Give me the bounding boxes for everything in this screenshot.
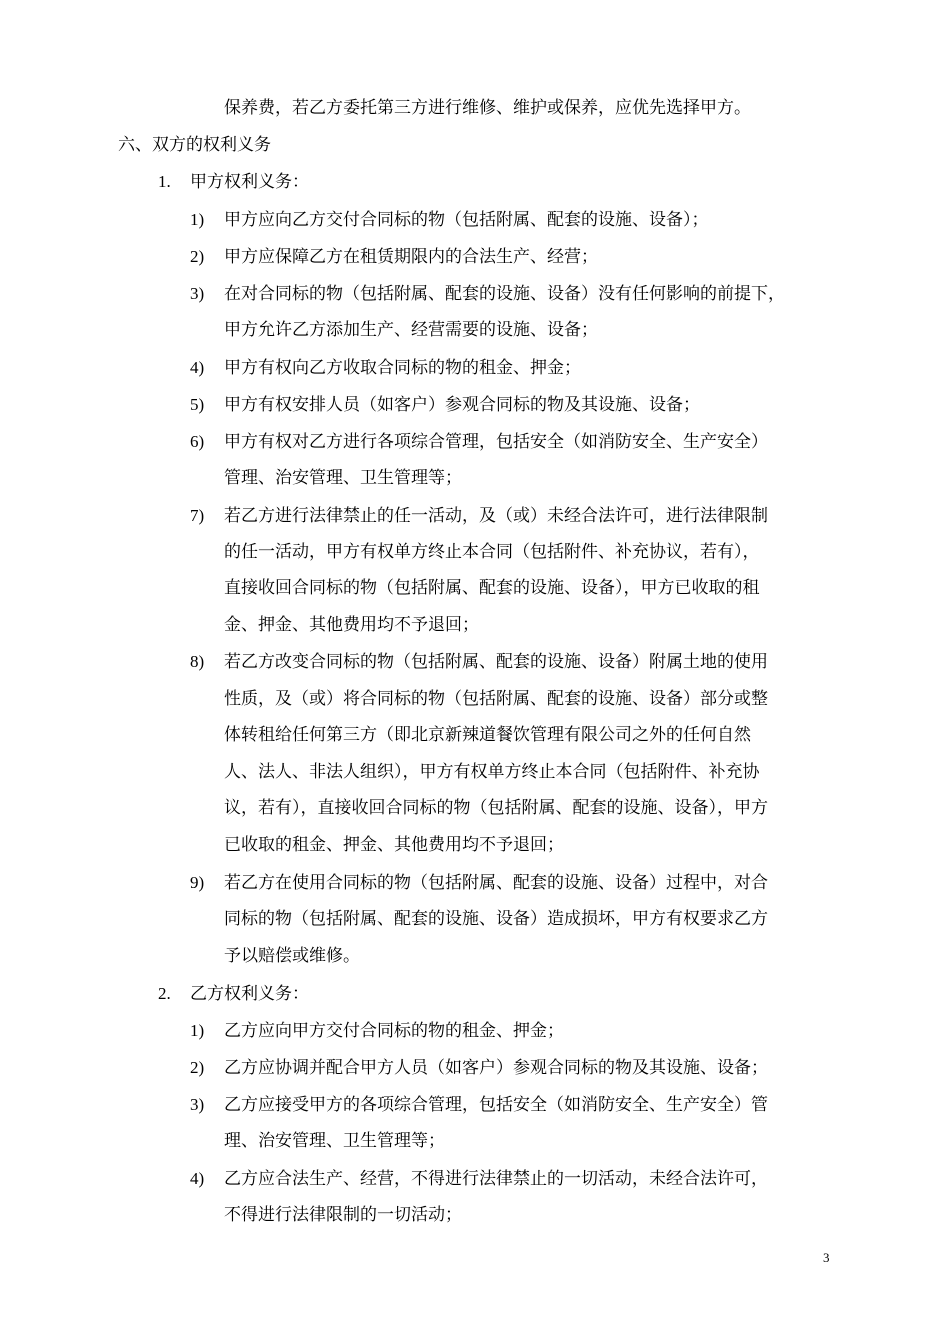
list-item-text: 管理、治安管理、卫生管理等； xyxy=(224,468,462,488)
section-heading: 六、双方的权利义务 xyxy=(118,135,271,155)
list-item-text: 已收取的租金、押金、其他费用均不予退回； xyxy=(224,835,564,855)
list-item-text: 体转租给任何第三方（即北京新辣道餐饮管理有限公司之外的任何自然 xyxy=(224,725,751,745)
list-item-text: 若乙方在使用合同标的物（包括附属、配套的设施、设备）过程中，对合 xyxy=(224,873,768,893)
list-item-text: 甲方应向乙方交付合同标的物（包括附属、配套的设施、设备）； xyxy=(224,210,709,230)
list-item-text: 甲方有权对乙方进行各项综合管理，包括安全（如消防安全、生产安全） xyxy=(224,432,768,452)
page-number: 3 xyxy=(823,1250,830,1265)
subsection-title: 乙方权利义务： xyxy=(190,984,309,1004)
list-item-number: 2) xyxy=(190,247,205,266)
list-item-text: 人、法人、非法人组织），甲方有权单方终止本合同（包括附件、补充协 xyxy=(224,762,760,782)
list-item-text: 甲方允许乙方添加生产、经营需要的设施、设备； xyxy=(224,320,598,340)
list-item-number: 1) xyxy=(190,1021,205,1040)
list-item-text: 理、治安管理、卫生管理等； xyxy=(224,1131,445,1151)
list-item-text: 不得进行法律限制的一切活动； xyxy=(224,1205,462,1225)
list-item-text: 若乙方进行法律禁止的任一活动，及（或）未经合法许可，进行法律限制 xyxy=(224,506,768,526)
list-item-number: 1) xyxy=(190,210,205,229)
subsection-number: 1. xyxy=(158,172,171,191)
list-item-text: 乙方应协调并配合甲方人员（如客户）参观合同标的物及其设施、设备； xyxy=(224,1058,768,1078)
list-item-number: 4) xyxy=(190,1169,205,1188)
list-item-text: 乙方应向甲方交付合同标的物的租金、押金； xyxy=(224,1021,564,1041)
subsection-number: 2. xyxy=(158,984,171,1003)
list-item-number: 5) xyxy=(190,395,205,414)
continuation-text: 保养费，若乙方委托第三方进行维修、维护或保养，应优先选择甲方。 xyxy=(224,98,751,118)
list-item-number: 3) xyxy=(190,284,205,303)
list-item-text: 甲方有权向乙方收取合同标的物的租金、押金； xyxy=(224,358,581,378)
subsection-title: 甲方权利义务： xyxy=(190,172,309,192)
list-item-text: 议，若有），直接收回合同标的物（包括附属、配套的设施、设备），甲方 xyxy=(224,798,768,818)
list-item-text: 乙方应合法生产、经营，不得进行法律禁止的一切活动，未经合法许可， xyxy=(224,1169,768,1189)
list-item-number: 6) xyxy=(190,432,205,451)
list-item-text: 在对合同标的物（包括附属、配套的设施、设备）没有任何影响的前提下， xyxy=(224,284,785,304)
list-item-number: 2) xyxy=(190,1058,205,1077)
list-item-number: 3) xyxy=(190,1095,205,1114)
list-item-text: 乙方应接受甲方的各项综合管理，包括安全（如消防安全、生产安全）管 xyxy=(224,1095,768,1115)
list-item-text: 的任一活动，甲方有权单方终止本合同（包括附件、补充协议，若有）， xyxy=(224,542,760,562)
list-item-text: 金、押金、其他费用均不予退回； xyxy=(224,615,479,635)
list-item-number: 8) xyxy=(190,652,205,671)
list-item-text: 甲方应保障乙方在租赁期限内的合法生产、经营； xyxy=(224,247,598,267)
list-item-text: 若乙方改变合同标的物（包括附属、配套的设施、设备）附属土地的使用 xyxy=(224,652,768,672)
list-item-text: 予以赔偿或维修。 xyxy=(224,946,360,966)
list-item-number: 9) xyxy=(190,873,205,892)
list-item-text: 同标的物（包括附属、配套的设施、设备）造成损坏，甲方有权要求乙方 xyxy=(224,909,768,929)
list-item-number: 7) xyxy=(190,506,205,525)
list-item-text: 直接收回合同标的物（包括附属、配套的设施、设备），甲方已收取的租 xyxy=(224,578,760,598)
list-item-text: 甲方有权安排人员（如客户）参观合同标的物及其设施、设备； xyxy=(224,395,700,415)
list-item-number: 4) xyxy=(190,358,205,377)
list-item-text: 性质，及（或）将合同标的物（包括附属、配套的设施、设备）部分或整 xyxy=(224,689,768,709)
